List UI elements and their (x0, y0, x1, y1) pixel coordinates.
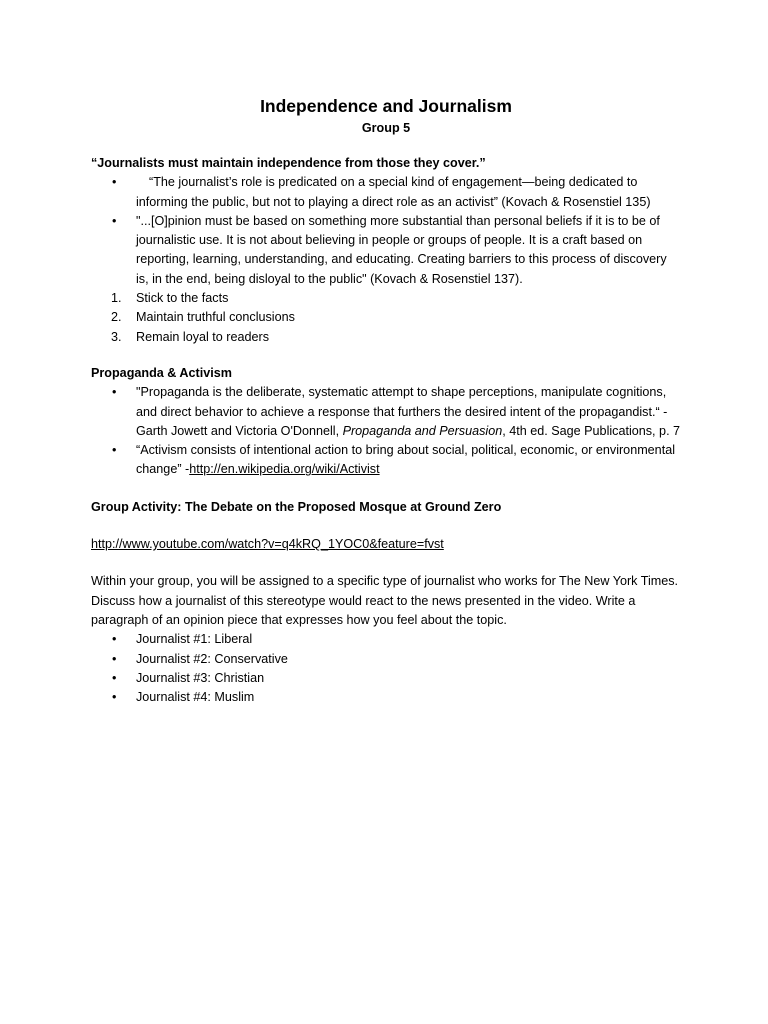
document-subtitle: Group 5 (361, 121, 411, 135)
list-item (91, 308, 681, 327)
bullet-icon: • (112, 632, 117, 647)
book-title: Propaganda and Persuasion (342, 423, 503, 438)
bullet-icon: • (112, 651, 117, 666)
list-item-text: Stick to the facts (136, 291, 229, 306)
bullet-icon: • (112, 385, 117, 400)
bullet-icon: • (112, 670, 117, 685)
list-item (91, 650, 681, 669)
list-item-text: Maintain truthful conclusions (136, 310, 295, 325)
list-item (91, 173, 681, 212)
wikipedia-link[interactable]: http://en.wikipedia.org/wiki/Activist (189, 462, 380, 477)
propaganda-heading: Propaganda & Activism (91, 365, 232, 380)
quote-list (91, 173, 681, 289)
journalist-label: Journalist #2: Conservative (136, 651, 288, 666)
journalist-label: Journalist #3: Christian (136, 670, 265, 685)
video-url-line (91, 535, 681, 554)
list-item (91, 630, 681, 649)
principles-list (91, 289, 681, 347)
bullet-icon: • (112, 175, 117, 190)
list-item (91, 328, 681, 347)
bullet-icon: • (112, 690, 117, 705)
citation-tail: , 4th ed. Sage Publications, p. 7 (502, 423, 681, 438)
bullet-icon: • (112, 443, 117, 458)
list-item (91, 383, 681, 441)
journalist-list (91, 630, 681, 707)
activity-heading: Group Activity: The Debate on the Proposed Mosque at Ground Zero (91, 499, 502, 514)
list-number: 1. (111, 291, 122, 306)
list-item (91, 669, 681, 688)
principle-quote: “Journalists must maintain independence from those they cover.” (91, 156, 486, 170)
quote-text: “The journalist’s role is predicated on a special kind of engagement—being dedicated to informing the public, but not to playing a direct role as an activist” (Kovach & Rosenstiel 135) (136, 175, 651, 209)
list-item (91, 441, 681, 480)
document-page (91, 94, 681, 707)
youtube-link[interactable]: http://www.youtube.com/watch?v=q4kRQ_1YOC0&feature=fvst (91, 537, 444, 552)
propaganda-list (91, 383, 681, 479)
quote-text: "...[O]pinion must be based on something more substantial than personal beliefs if it is to be of journalistic use. It is not about believing in people or groups of people. It is a craft based on reporting, learning, understanding, and educating. Creating barriers to this process of discovery is, in the end, being disloyal to the public" (Kovach & Rosenstiel 137). (136, 213, 667, 286)
list-item (91, 688, 681, 707)
bullet-icon: • (112, 213, 117, 228)
activity-instructions: Within your group, you will be assigned to a specific type of journalist who works for The New York Times. Discuss how a journalist of this stereotype would react to the news presented in the video. Write a paragraph of an opinion piece that expresses how you feel about the topic. (91, 574, 679, 627)
list-item (91, 289, 681, 308)
activism-quote: “Activism consists of intentional action to bring about social, political, economic, or environmental change” - (136, 443, 675, 477)
propaganda-quote: "Propaganda is the deliberate, systematic attempt to shape perceptions, manipulate cognitions, and direct behavior to achieve a response that furthers the desired intent of the propagandist.“ -Garth Jowett and Victoria O'Donnell, (136, 385, 668, 438)
journalist-label: Journalist #4: Muslim (136, 690, 255, 705)
list-number: 2. (111, 310, 122, 325)
journalist-label: Journalist #1: Liberal (136, 632, 253, 647)
document-title: Independence and Journalism (260, 96, 512, 116)
list-item-text: Remain loyal to readers (136, 329, 269, 344)
list-number: 3. (111, 329, 122, 344)
list-item (91, 212, 681, 289)
